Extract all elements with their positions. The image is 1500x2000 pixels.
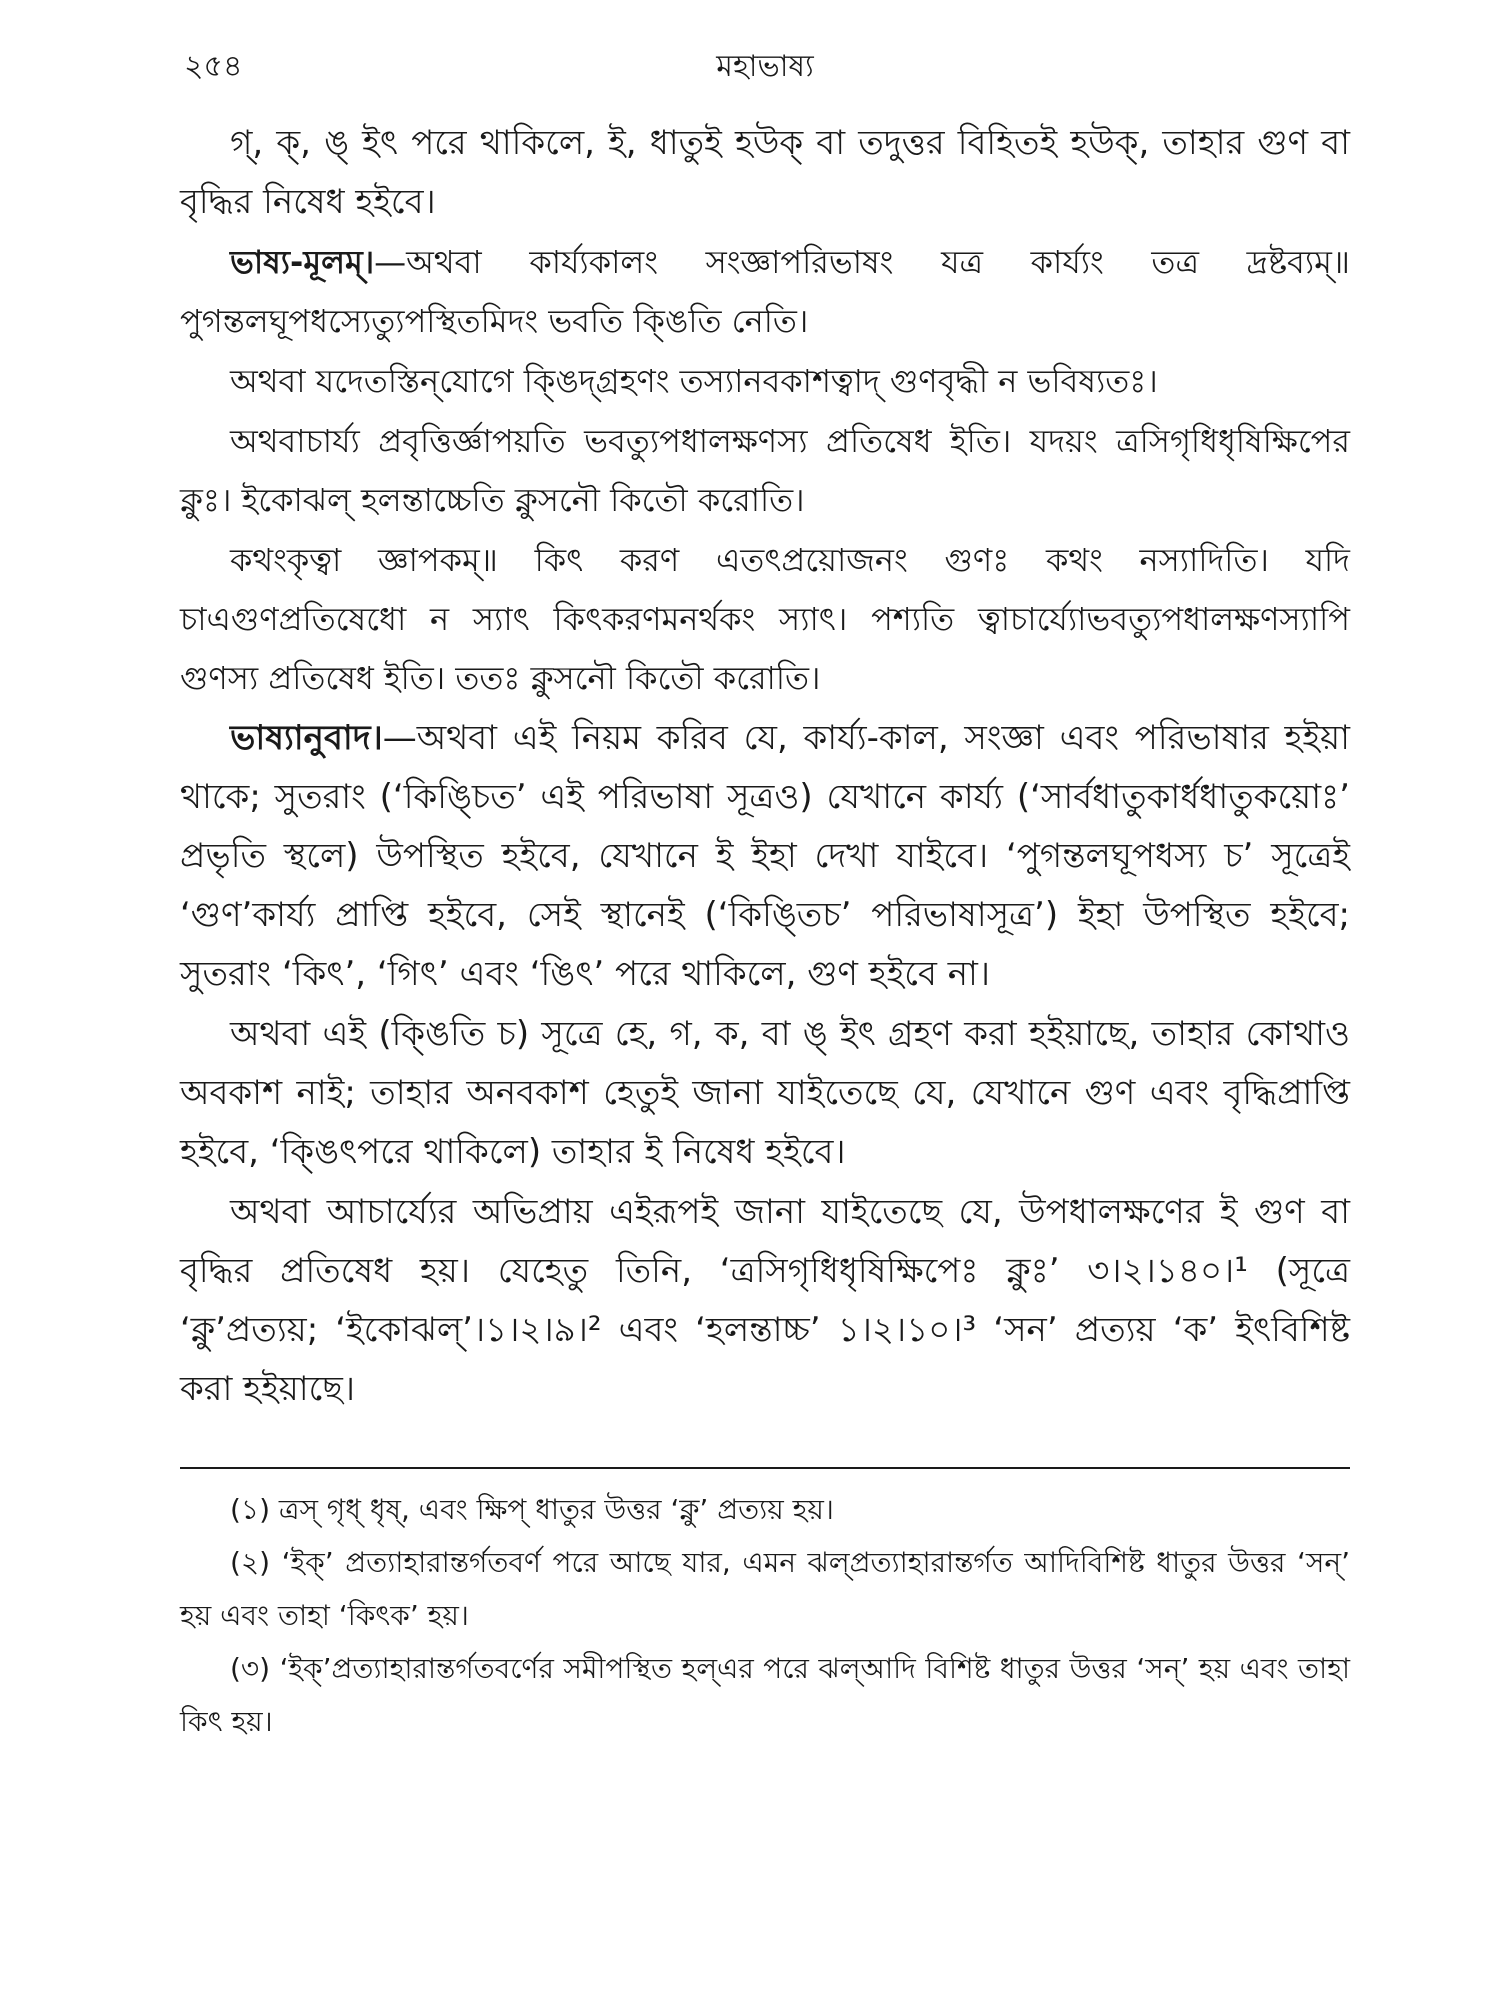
- bhashyanubad-label: ভাষ্যানুবাদ।: [230, 718, 383, 758]
- footnotes: [180, 1483, 1350, 1748]
- paragraph-1: গ্, ক্, ঙ্ ইৎ পরে থাকিলে, ই, ধাতুই হউক্ বা তদুত্তর বিহিতই হউক্, তাহার গুণ বা বৃদ্ধির নিষেধ হইবে।: [180, 123, 1350, 222]
- bhashyanubad-paragraph: [180, 709, 1350, 1004]
- page-number: ২৫৪: [184, 49, 243, 84]
- main-text: [180, 114, 1350, 1419]
- paragraph-5: কথংকৃত্বা জ্ঞাপকম্॥ কিৎ করণ এতৎপ্রয়োজনং গুণঃ কথং নস্যাদিতি। যদি চাএগুণপ্রতিষেধো ন স্যাৎ কিৎকরণমনর্থকং স্যাৎ। পশ্যতি ত্বাচার্য্যোভবত্যুপধালক্ষণস্যাপি গুণস্য প্রতিষেধ ইতি। ততঃ ক্নুসনৌ কিতৌ করোতি।: [180, 541, 1350, 697]
- paragraph-7: অথবা এই (ক্ঙিতি চ) সূত্রে হে, গ, ক, বা ঙ্ ইৎ গ্রহণ করা হইয়াছে, তাহার কোথাও অবকাশ নাই; তাহার অনবকাশ হেতুই জানা যাইতেছে যে, যেখানে গুণ এবং বৃদ্ধিপ্রাপ্তি হইবে, ‘ক্ঙিৎপরে থাকিলে) তাহার ই নিষেধ হইবে।: [180, 1014, 1350, 1172]
- bhashya-mulam-text: —অথবা কার্য্যকালং সংজ্ঞাপরিভাষং যত্র কার্য্যং তত্র দ্রষ্টব্যম্॥ পুগন্তলঘূপধস্যেত্যুপস্থিতমিদং ভবতি ক্ঙিতি নেতি।: [180, 243, 1350, 340]
- paragraph-3: অথবা যদেতস্তিন্‌যোগে ক্ঙিদ্গ্রহণং তস্যানবকাশত্বাদ্ গুণবৃদ্ধী ন ভবিষ্যতঃ।: [230, 362, 1158, 400]
- paragraph-4: অথবাচার্য্য প্রবৃত্তির্জ্ঞাপয়তি ভবত্যুপধালক্ষণস্য প্রতিষেধ ইতি। যদয়ং ত্রসিগৃধিধৃষিক্ষিপের ক্নুঃ। ইকোঝল্ হলন্তাচ্চেতি ক্নুসনৌ কিতৌ করোতি।: [180, 422, 1350, 519]
- footnote-1: (১) ত্রস্ গৃধ্ ধৃষ্, এবং ক্ষিপ্ ধাতুর উত্তর ‘ক্নু’ প্রত্যয় হয়।: [230, 1493, 834, 1526]
- book-title: মহাভাষ্য: [716, 49, 814, 84]
- footnote-2: (২) ‘ইক্’ প্রত্যাহারান্তর্গতবর্ণ পরে আছে যার, এমন ঝল্‌প্রত্যাহারান্তর্গত আদিবিশিষ্ট ধাতুর উত্তর ‘সন্’ হয় এবং তাহা ‘কিৎক’ হয়।: [180, 1546, 1350, 1632]
- bhashya-mulam-paragraph: [180, 233, 1350, 351]
- footnote-3: (৩) ‘ইক্’প্রত্যাহারান্তর্গতবর্ণের সমীপস্থিত হল্‌এর পরে ঝল্‌আদি বিশিষ্ট ধাতুর উত্তর ‘সন্’ হয় এবং তাহা কিৎ হয়।: [180, 1652, 1350, 1738]
- bhashya-mulam-label: ভাষ্য-মূলম্।: [230, 243, 375, 281]
- bhashyanubad-text: —অথবা এই নিয়ম করিব যে, কার্য্য-কাল, সংজ্ঞা এবং পরিভাষার হইয়া থাকে; সুতরাং (‘কিঙ্চিত’ এই পরিভাষা সূত্রও) যেখানে কার্য্য (‘সার্বধাতুকার্ধধাতুকয়োঃ’ প্রভৃতি স্থলে) উপস্থিত হইবে, যেখানে ই ইহা দেখা যাইবে। ‘পুগন্তলঘূপধস্য চ’ সূত্রেই ‘গুণ’কার্য্য প্রাপ্তি হইবে, সেই স্থানেই (‘কিঙ্তিচ’ পরিভাষাসূত্র’) ইহা উপস্থিত হইবে; সুতরাং ‘কিৎ’, ‘গিৎ’ এবং ‘ঙিৎ’ পরে থাকিলে, গুণ হইবে না।: [180, 718, 1350, 994]
- running-header: [180, 40, 1350, 94]
- paragraph-8: অথবা আচার্য্যের অভিপ্রায় এইরূপই জানা যাইতেছে যে, উপধালক্ষণের ই গুণ বা বৃদ্ধির প্রতিষেধ হয়। যেহেতু তিনি, ‘ত্রসিগৃধিধৃষিক্ষিপেঃ ক্নুঃ’ ৩।২।১৪০।¹ (সূত্রে ‘ক্নু’প্রত্যয়; ‘ইকোঝল্’।১।২।৯।² এবং ‘হলন্তাচ্চ’ ১।২।১০।³ ‘সন’ প্রত্যয় ‘ক’ ইৎবিশিষ্ট করা হইয়াছে।: [180, 1192, 1350, 1409]
- footnote-divider: [180, 1467, 1350, 1469]
